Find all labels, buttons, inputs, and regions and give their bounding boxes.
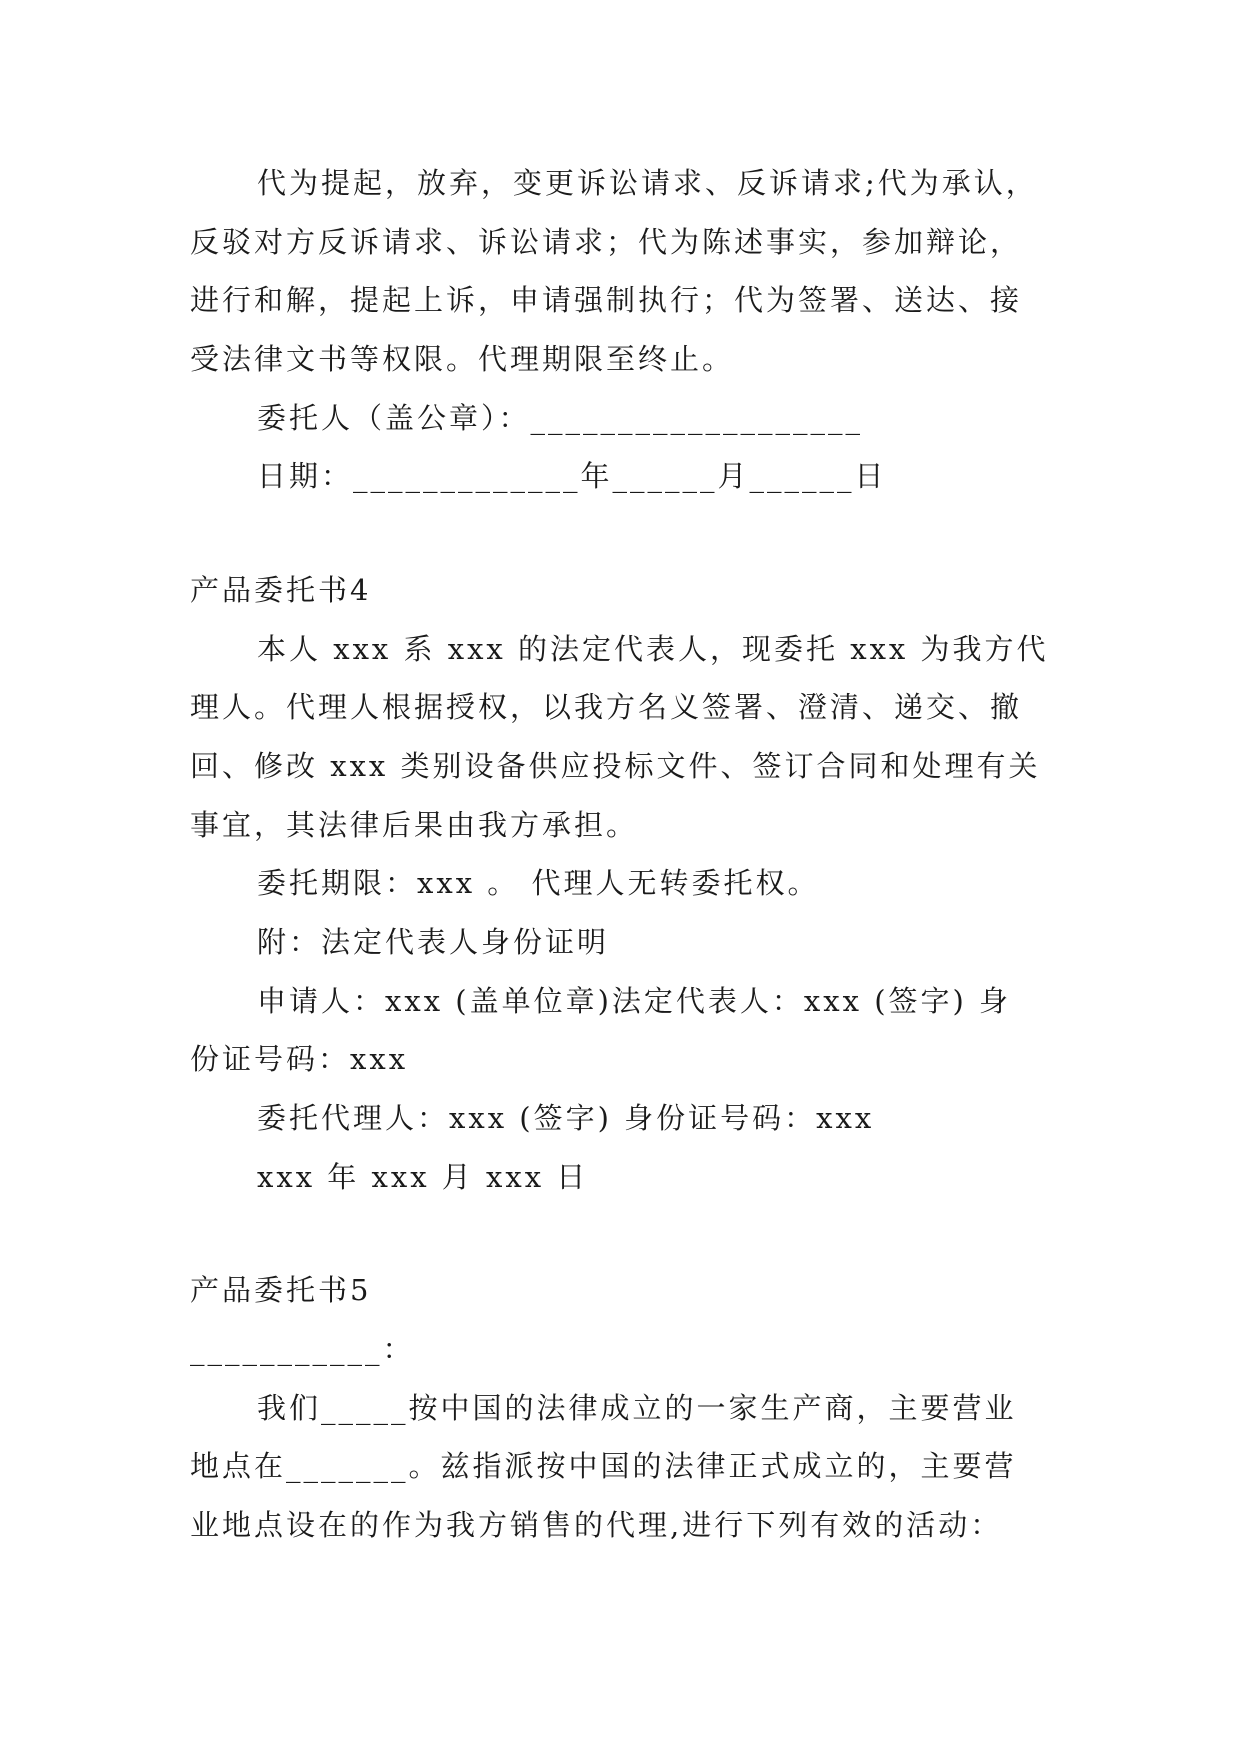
paragraph-line: 我们_____按中国的法律成立的一家生产商，主要营业 (257, 1391, 1017, 1425)
paragraph-line: 受法律文书等权限。代理期限至终止。 (190, 342, 735, 376)
applicant-line: 申请人：xxx (盖单位章)法定代表人：xxx (签字) 身 (257, 984, 1012, 1018)
principal-signature-line: 委托人（盖公章）：___________________ (257, 401, 864, 435)
paragraph-line: 回、修改 xxx 类别设备供应投标文件、签订合同和处理有关 (190, 749, 1041, 783)
term-line: 委托期限：xxx 。 代理人无转委托权。 (257, 866, 820, 900)
paragraph-line: 本人 xxx 系 xxx 的法定代表人，现委托 xxx 为我方代 (257, 632, 1049, 666)
paragraph-line: 代为提起，放弃，变更诉讼请求、反诉请求;代为承认， (257, 166, 1038, 200)
paragraph-line: 事宜，其法律后果由我方承担。 (190, 808, 639, 842)
section-heading: 产品委托书5 (190, 1273, 372, 1307)
paragraph-line: 地点在_______。兹指派按中国的法律正式成立的，主要营 (190, 1449, 1017, 1483)
date-line: xxx 年 xxx 月 xxx 日 (257, 1160, 589, 1194)
section-heading: 产品委托书4 (190, 573, 372, 607)
agent-line: 委托代理人：xxx (签字) 身份证号码：xxx (257, 1101, 875, 1135)
paragraph-line: 进行和解，提起上诉，申请强制执行；代为签署、送达、接 (190, 283, 1023, 317)
paragraph-line: 业地点设在的作为我方销售的代理,进行下列有效的活动： (190, 1508, 1003, 1542)
applicant-line: 份证号码：xxx (190, 1042, 409, 1076)
paragraph-line: 反驳对方反诉请求、诉讼请求；代为陈述事实，参加辩论， (190, 225, 1023, 259)
date-line: 日期：_____________年______月______日 (257, 459, 887, 493)
addressee-line: ___________： (190, 1332, 415, 1366)
attachment-line: 附：法定代表人身份证明 (257, 925, 610, 959)
paragraph-line: 理人。代理人根据授权，以我方名义签署、澄清、递交、撤 (190, 690, 1023, 724)
